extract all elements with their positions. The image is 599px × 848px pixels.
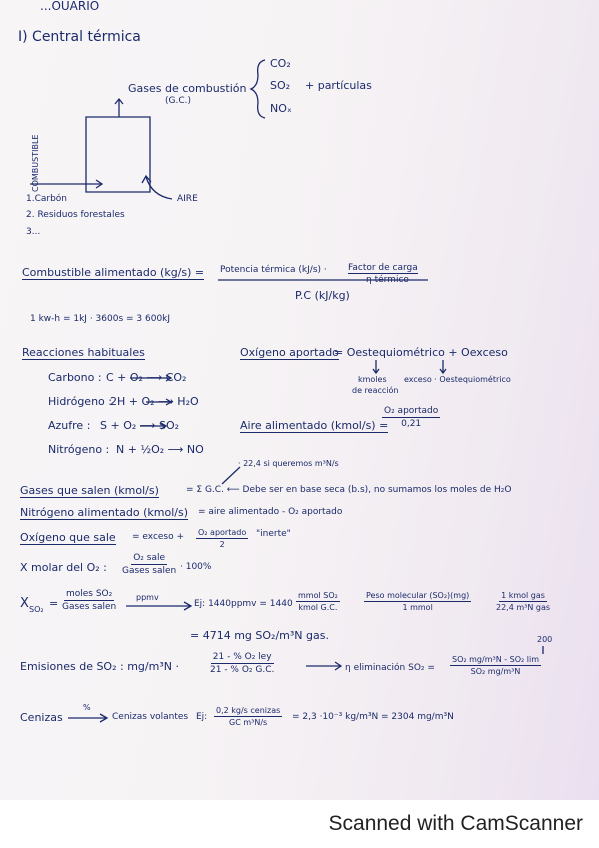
xso2-f2 — [364, 591, 471, 612]
so2-emissions-den: 21 - % O₂ G.C. — [210, 665, 275, 675]
kwh-conversion: 1 kw-h = 1kJ · 3600s = 3 600kJ — [30, 314, 171, 324]
oxygen-out-rhs: = exceso + — [132, 532, 185, 542]
xso2-f1-den: kmol G.C. — [298, 603, 338, 612]
xso2-ppmv: ppmv — [136, 593, 159, 602]
so2-emissions-lhs: Emisiones de SO₂ : mg/m³N · — [20, 660, 179, 673]
so2-emissions-num: 21 - % O₂ ley — [212, 652, 272, 662]
xso2-lhs: X — [20, 596, 29, 611]
xso2-f1-num: mmol SO₂ — [298, 591, 338, 600]
so2-eta-den: SO₂ mg/m³N — [470, 667, 521, 676]
brace-item-nox: NOₓ — [270, 102, 292, 115]
section-title: I) Central térmica — [18, 29, 141, 45]
ashes-mid: Cenizas volantes — [112, 712, 189, 722]
brace-item-co2: CO₂ — [270, 57, 291, 70]
oxygen-supplied-lhs: Oxígeno aportado — [240, 346, 339, 359]
ashes-fraction — [214, 706, 282, 727]
furnace-box — [86, 117, 150, 192]
oxygen-note-exceso: exceso · Oestequiométrico — [404, 375, 511, 384]
xso2-f2-num: Peso molecular (SO₂)(mg) — [366, 591, 470, 600]
oxygen-out-fraction — [196, 528, 248, 549]
brace-item-so2: SO₂ — [270, 79, 291, 92]
fuel-formula-lhs: Combustible alimentado (kg/s) = — [22, 266, 205, 279]
fuel-formula-num-b: Factor de carga — [348, 263, 418, 273]
combustible-label: COMBUSTIBLE — [31, 134, 40, 192]
gases-out-lhs: Gases que salen (kmol/s) — [20, 484, 159, 497]
so2-annot: 200 — [537, 635, 553, 644]
fuel-item-1: 1.Carbón — [26, 194, 68, 204]
xso2-f3-num: 1 kmol gas — [501, 591, 545, 600]
reactions-title: Reacciones habituales — [22, 346, 145, 359]
oxygen-out-frac-den: 2 — [219, 540, 225, 549]
reaction-label-nitrogen: Nitrógeno : — [48, 443, 110, 456]
fuel-item-3: 3... — [26, 227, 41, 237]
xso2-den: Gases salen — [62, 602, 117, 612]
gases-out-note: · 22,4 si queremos m³N/s — [238, 459, 339, 468]
scanner-footer: Scanned with CamScanner — [328, 812, 583, 835]
nitrogen-fed-lhs: Nitrógeno alimentado (kmol/s) — [20, 506, 189, 519]
gases-out-rhs: = Σ G.C. ⟵ Debe ser en base seca (b.s), no sumamos los moles de H₂O — [186, 485, 512, 495]
header-fragment: ...OUARIO — [40, 0, 100, 13]
so2-emissions-fraction — [210, 652, 274, 675]
reaction-eq-nitrogen: N + ½O₂ ⟶ NO — [116, 443, 204, 456]
reaction-label-hydrogen: Hidrógeno : — [48, 395, 112, 408]
xso2-f3 — [496, 591, 550, 612]
aire-label: AIRE — [177, 194, 198, 204]
xso2-f2-den: 1 mmol — [402, 603, 433, 612]
fuel-formula-eta: η térmico — [366, 275, 409, 285]
oxygen-out-frac-num: O₂ aportado — [198, 528, 247, 537]
reaction-label-sulfur: Azufre : — [48, 419, 91, 432]
xso2-f1 — [296, 591, 340, 612]
air-fed-fraction — [382, 406, 440, 429]
fuel-item-2: 2. Residuos forestales — [26, 210, 125, 220]
air-fed-den: 0,21 — [401, 419, 422, 429]
molar-fraction-den: Gases salen — [122, 566, 177, 576]
fuel-formula-den: P.C (kJ/kg) — [295, 289, 350, 302]
so2-eta-fraction — [450, 655, 541, 676]
ashes-num: 0,2 kg/s cenizas — [216, 706, 281, 715]
molar-fraction-rhs: · 100% — [180, 562, 212, 572]
xso2-f3-den: 22,4 m³N gas — [496, 603, 551, 612]
gases-label: Gases de combustión — [128, 82, 247, 95]
plus-particles: + partículas — [305, 79, 372, 92]
oxygen-out-inert: "inerte" — [256, 529, 291, 539]
air-fed-num: O₂ aportado — [384, 406, 439, 416]
gases-abbrev: (G.C.) — [165, 96, 192, 106]
xso2-num: moles SO₂ — [65, 589, 113, 599]
oxygen-supplied-rhs: = Oestequiométrico + Oexceso — [334, 346, 508, 359]
ashes-result: = 2,3 ·10⁻³ kg/m³N = 2304 mg/m³N — [292, 712, 454, 722]
fuel-formula-num-a: Potencia térmica (kJ/s) · — [220, 265, 327, 275]
xso2-example: Ej: 1440ppmv = 1440 — [194, 599, 293, 609]
brace — [251, 60, 265, 118]
reaction-eq-hydrogen: 2H + O₂ ⟶ H₂O — [110, 395, 199, 408]
ashes-arrow-label: % — [83, 703, 91, 712]
xso2-fraction — [62, 589, 116, 612]
reaction-eq-sulfur: S + O₂ ⟶ SO₂ — [100, 419, 180, 432]
reaction-label-carbon: Carbono : — [48, 371, 102, 384]
molar-fraction-num: O₂ sale — [133, 553, 165, 563]
xso2-result: = 4714 mg SO₂/m³N gas. — [190, 629, 329, 642]
so2-eta: η eliminación SO₂ = — [345, 663, 435, 673]
molar-fraction-lhs: X molar del O₂ : — [20, 561, 107, 574]
oxygen-out-lhs: Oxígeno que sale — [20, 531, 116, 544]
ashes-ej: Ej: — [196, 712, 208, 722]
xso2-sub: SO₂ — [29, 605, 44, 614]
oxygen-note-kmoles: kmoles — [358, 375, 387, 384]
oxygen-note-reaccion: de reacción — [352, 386, 399, 395]
ashes-den: GC m³N/s — [229, 718, 268, 727]
xso2-eq: = — [49, 597, 59, 610]
molar-fraction-fraction — [122, 553, 176, 576]
nitrogen-fed-rhs: = aire alimentado - O₂ aportado — [198, 507, 343, 517]
so2-eta-num: SO₂ mg/m³N - SO₂ lim — [452, 655, 540, 664]
reaction-eq-carbon: C + O₂ ⟶ CO₂ — [106, 371, 187, 384]
ashes-lhs: Cenizas — [20, 711, 63, 724]
air-fed-lhs: Aire alimentado (kmol/s) = — [240, 419, 389, 432]
